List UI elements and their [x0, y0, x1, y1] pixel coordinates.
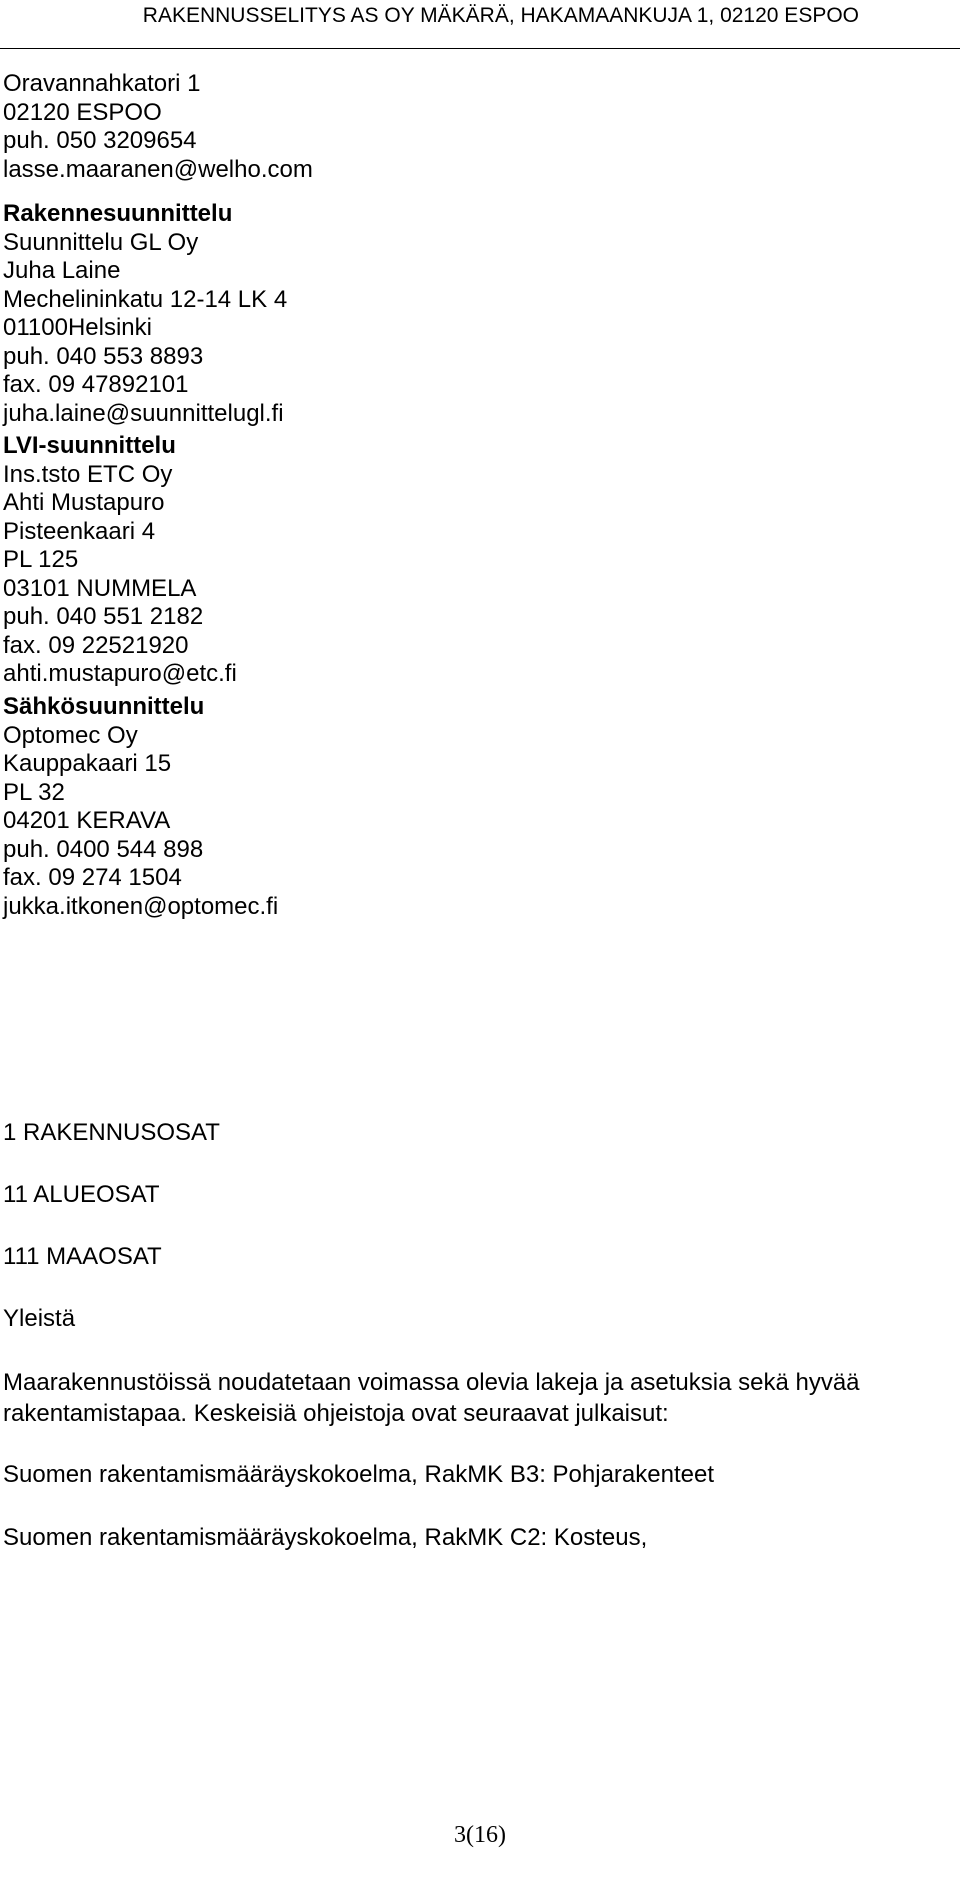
intro-paragraph: Maarakennustöissä noudatetaan voimassa olevia lakeja ja asetuksia sekä hyvää rakentamistapaa. Keskeisiä ohjeistoja ovat seuraavat julkaisut:	[3, 1369, 860, 1427]
phone-line: puh. 040 553 8893	[3, 342, 204, 370]
address-line: Kauppakaari 15	[3, 750, 172, 777]
phone-line: puh. 040 551 2182	[3, 603, 204, 630]
fax-line: fax. 09 274 1504	[3, 864, 182, 891]
page-header	[0, 0, 960, 49]
contact-block-top	[3, 70, 313, 184]
address-line: Oravannahkatori 1	[3, 70, 201, 97]
reference-rakmk-c2: Suomen rakentamismääräyskokoelma, RakMK C2: Kosteus,	[3, 1524, 648, 1551]
section-heading: Sähkösuunnittelu	[3, 693, 205, 720]
section-heading-alueosat: 11 ALUEOSAT	[3, 1181, 160, 1208]
po-box-line: PL 32	[3, 778, 65, 806]
company-line: Optomec Oy	[3, 721, 138, 749]
contact-block-rakennesuunnittelu	[3, 200, 287, 428]
address-line: Pisteenkaari 4	[3, 517, 156, 545]
section-heading-maaosat: 111 MAAOSAT	[3, 1243, 162, 1270]
subheading-yleista: Yleistä	[3, 1305, 76, 1332]
email-line: lasse.maaranen@welho.com	[3, 155, 313, 183]
email-line: juha.laine@suunnittelugl.fi	[3, 399, 284, 427]
fax-line: fax. 09 22521920	[3, 631, 189, 659]
contact-block-sahko	[3, 693, 278, 921]
contact-block-lvi	[3, 432, 237, 689]
address-line: Mechelininkatu 12-14 LK 4	[3, 285, 288, 313]
page-number: 3(16)	[454, 1822, 506, 1848]
company-line: Suunnittelu GL Oy	[3, 228, 199, 256]
person-line: Ahti Mustapuro	[3, 489, 165, 516]
section-heading: LVI-suunnittelu	[3, 432, 176, 459]
company-line: Ins.tsto ETC Oy	[3, 460, 173, 488]
document-title: RAKENNUSSELITYS AS OY MÄKÄRÄ, HAKAMAANKUJA 1, 02120 ESPOO	[142, 4, 859, 27]
reference-rakmk-b3: Suomen rakentamismääräyskokoelma, RakMK B3: Pohjarakenteet	[3, 1461, 714, 1488]
postal-line: 03101 NUMMELA	[3, 574, 197, 602]
person-line: Juha Laine	[3, 257, 121, 284]
postal-line: 02120 ESPOO	[3, 98, 162, 126]
fax-line: fax. 09 47892101	[3, 371, 189, 398]
section-heading-rakennusosat: 1 RAKENNUSOSAT	[3, 1119, 220, 1146]
po-box-line: PL 125	[3, 546, 79, 573]
phone-line: puh. 0400 544 898	[3, 835, 204, 863]
postal-line: 04201 KERAVA	[3, 807, 171, 834]
phone-line: puh. 050 3209654	[3, 127, 197, 154]
email-line: ahti.mustapuro@etc.fi	[3, 660, 237, 687]
postal-line: 01100Helsinki	[3, 314, 152, 341]
email-line: jukka.itkonen@optomec.fi	[3, 892, 279, 920]
section-heading: Rakennesuunnittelu	[3, 200, 233, 227]
